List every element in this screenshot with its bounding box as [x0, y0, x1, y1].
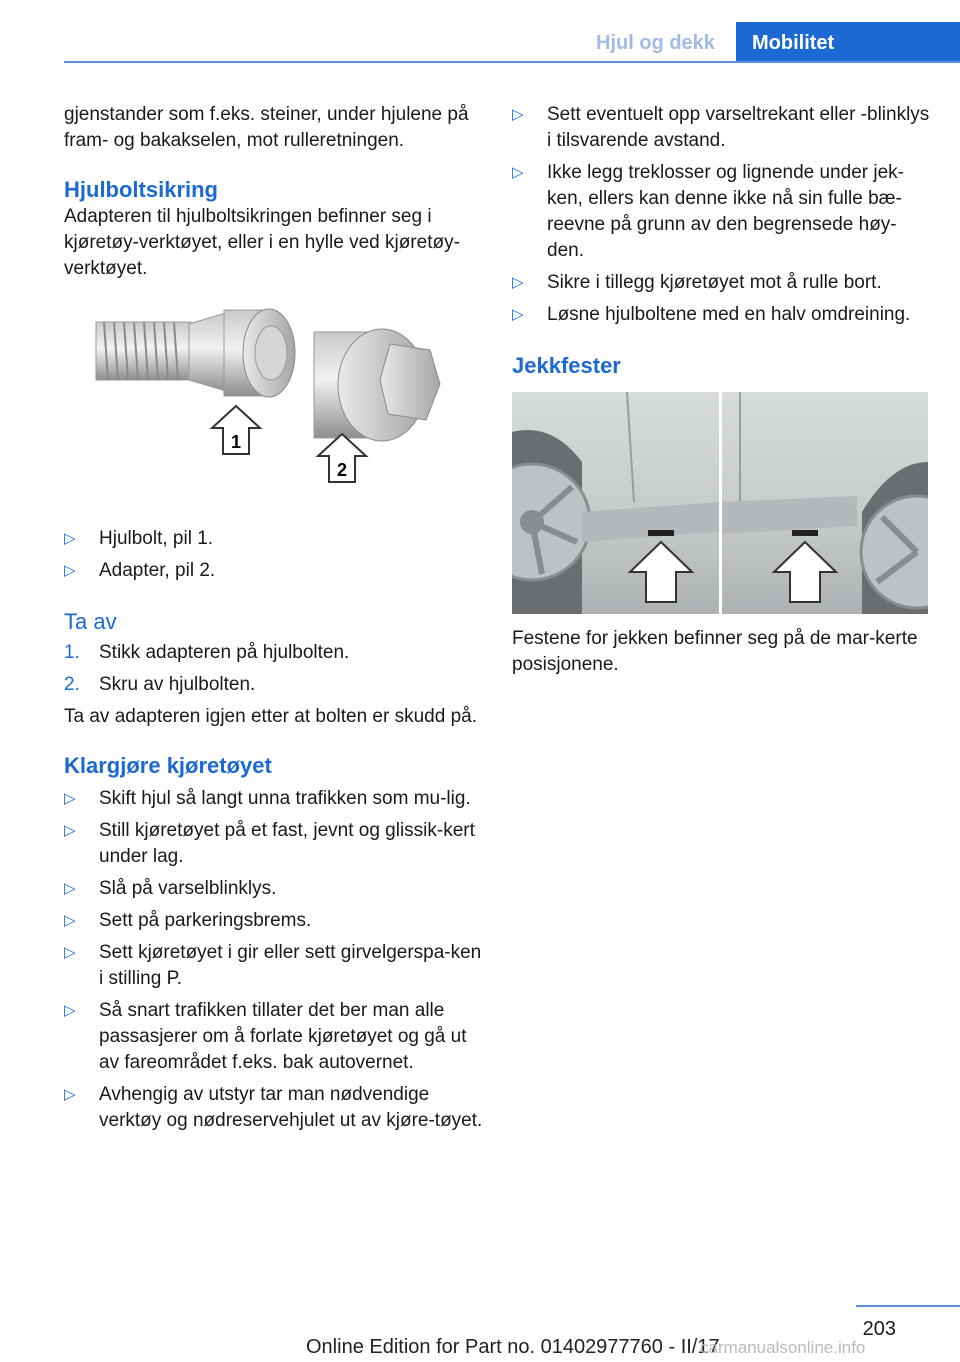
list-item: ▷ Skift hjul så langt unna trafikken som mu-lig. [64, 786, 484, 812]
right-column [512, 102, 932, 678]
list-item: ▷ Still kjøretøyet på et fast, jevnt og glissik-kert under lag. [64, 820, 475, 867]
triangle-bullet-icon: ▷ [64, 822, 76, 839]
watermark: carmanualsonline.info [700, 1338, 866, 1357]
header-rule [64, 61, 960, 63]
triangle-bullet-icon: ▷ [512, 306, 524, 323]
wheel-bolt-illustration [96, 309, 295, 397]
list-item: ▷ Avhengig av utstyr tar man nødvendige verktøy og nødreservehjulet ut av kjøre-tøyet. [64, 1084, 483, 1131]
triangle-bullet-icon: ▷ [64, 1086, 76, 1103]
list-item: 2. Skru av hjulbolten. [64, 674, 256, 695]
triangle-bullet-icon: ▷ [64, 912, 76, 929]
remove-note: Ta av adapteren igjen etter at bolten er skudd på. [64, 706, 477, 727]
list-item: 1. Stikk adapteren på hjulbolten. [64, 642, 350, 663]
jack-points-figure [512, 392, 928, 614]
list-item: ▷ Adapter, pil 2. [64, 558, 484, 584]
edition-text: Online Edition for Part no. 01402977760 - II/17 [306, 1336, 720, 1358]
list-item: ▷ Hjulbolt, pil 1. [64, 526, 484, 552]
arrow-2-label: 2 [336, 460, 348, 480]
triangle-bullet-icon: ▷ [64, 530, 76, 547]
wheel-lock-text: Adapteren til hjulboltsikringen befinner seg i kjøretøy-verktøyet, eller i en hylle ved kjøretøy-verktøyet. [64, 206, 460, 279]
triangle-bullet-icon: ▷ [512, 274, 524, 291]
list-item: ▷ Sett på parkeringsbrems. [64, 908, 484, 934]
triangle-bullet-icon: ▷ [64, 880, 76, 897]
wheel-lock-figure [64, 302, 484, 502]
triangle-bullet-icon: ▷ [64, 944, 76, 961]
list-item: ▷ Sett kjøretøyet i gir eller sett girvelgerspa-ken i stilling P. [64, 942, 482, 989]
list-item: ▷ Slå på varselblinklys. [64, 876, 484, 902]
page-header [0, 22, 960, 62]
heading-wheel-lock: Hjulboltsikring [64, 177, 218, 202]
triangle-bullet-icon: ▷ [512, 106, 524, 123]
arrow-2-icon [318, 434, 366, 482]
list-item: ▷ Sett eventuelt opp varseltrekant eller -blinklys i tilsvarende avstand. [512, 104, 930, 151]
chapter-tab-label: Mobilitet [752, 32, 835, 54]
triangle-bullet-icon: ▷ [64, 562, 76, 579]
page-number: 203 [862, 1318, 896, 1340]
jack-points-text: Festene for jekken befinner seg på de mar-kerte posisjonene. [512, 628, 918, 675]
list-item: ▷ Så snart trafikken tillater det ber man alle passasjerer om å forlate kjøretøyet og gå ut av fareområdet f.eks. bak autovernet. [64, 1000, 467, 1073]
intro-text: gjenstander som f.eks. steiner, under hjulene på fram- og bakakselen, mot rulleretningen. [64, 104, 469, 151]
left-column [64, 102, 484, 1134]
list-item: ▷ Ikke legg treklosser og lignende under jek-ken, ellers kan denne ikke nå sin fulle bæ-reevne på grunn av den begrensede høy-den. [512, 162, 904, 261]
heading-prepare: Klargjøre kjøretøyet [64, 753, 272, 778]
arrow-1-icon [212, 406, 260, 454]
triangle-bullet-icon: ▷ [64, 1002, 76, 1019]
chapter-tab[interactable] [736, 22, 960, 62]
adapter-illustration [314, 329, 440, 441]
list-item: ▷ Løsne hjulboltene med en halv omdreining. [512, 302, 932, 328]
heading-remove: Ta av [64, 609, 117, 634]
list-item: ▷ Sikre i tillegg kjøretøyet mot å rulle bort. [512, 270, 932, 296]
footer-rule [856, 1305, 960, 1307]
heading-jack-points: Jekkfester [512, 353, 621, 378]
triangle-bullet-icon: ▷ [512, 164, 524, 181]
triangle-bullet-icon: ▷ [64, 790, 76, 807]
arrow-1-label: 1 [230, 432, 242, 452]
section-tab[interactable]: Hjul og dekk [596, 32, 715, 54]
